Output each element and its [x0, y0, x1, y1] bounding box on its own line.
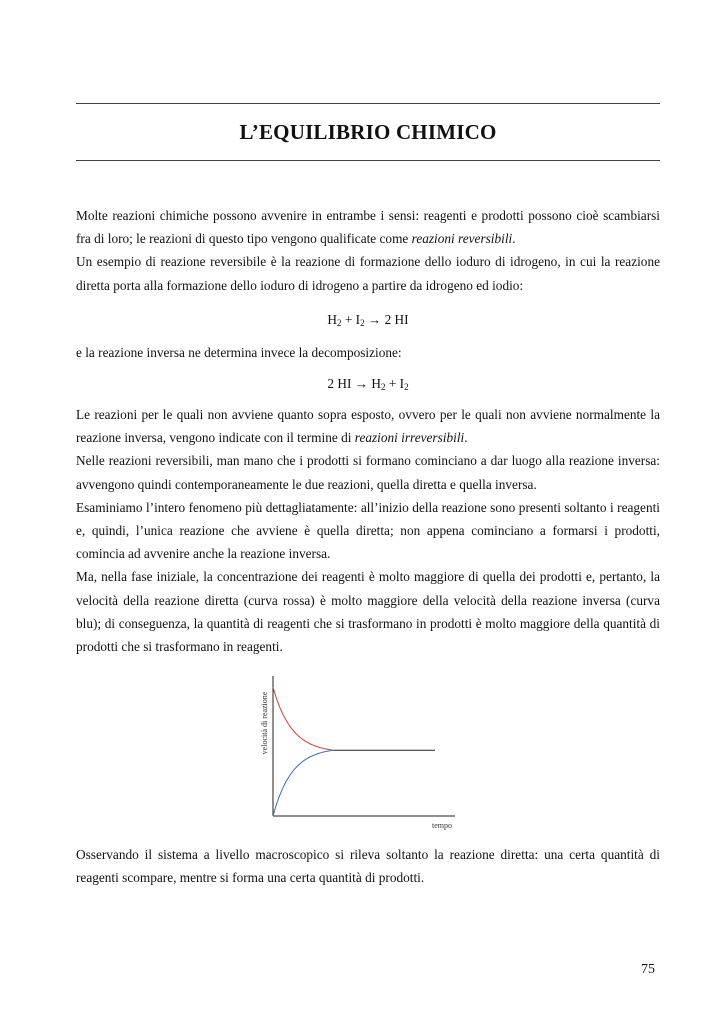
page-title: L’EQUILIBRIO CHIMICO	[239, 120, 497, 144]
arrow-icon: →	[364, 312, 385, 327]
term-irreversible: reazioni irreversibili	[354, 430, 465, 446]
x-axis-label: tempo	[432, 821, 452, 830]
y-axis-label: velocità di reazione	[260, 691, 269, 755]
page-number: 75	[641, 962, 655, 977]
reverse-reaction-curve	[273, 750, 333, 816]
title-underline	[76, 160, 660, 161]
body-text-middle	[76, 403, 660, 658]
paragraph-4: Le reazioni per le quali non avviene quanto sopra esposto, ovvero per le quali non avviene normalmente la reazione inversa, vengono indicate con il termine di reazioni irreversibili.	[76, 407, 660, 446]
body-text-top	[76, 204, 660, 297]
equation-decomposition: 2 HI → $H_2 + I_2$	[327, 376, 409, 392]
paragraph-8: Osservando il sistema a livello macroscopico si rileva soltanto la reazione diretta: una certa quantità di reagenti scompare, mentre si forma una certa quantità di prodotti.	[76, 847, 660, 886]
paragraph-2: Un esempio di reazione reversibile è la reazione di formazione dello ioduro di idrogeno, in cui la reazione diretta porta alla formazione dello ioduro di idrogeno a partire da idrogeno ed iodio:	[76, 254, 660, 293]
arrow-icon: →	[351, 376, 372, 391]
equation-formation: $H_2 + I_2 \to 2$ HI	[327, 312, 409, 328]
reaction-rate-chart	[255, 668, 470, 833]
paragraph-1: Molte reazioni chimiche possono avvenire in entrambe i sensi: reagenti e prodotti possono cioè scambiarsi fra di loro; le reazioni di questo tipo vengono qualificate come reazioni reversibili.	[76, 208, 660, 247]
paragraph-3: e la reazione inversa ne determina invece la decomposizione:	[76, 345, 402, 360]
forward-reaction-curve	[273, 687, 333, 750]
term-reversible: reazioni reversibili	[411, 231, 513, 247]
paragraph-6: Esaminiamo l’intero fenomeno più dettagliatamente: all’inizio della reazione sono presenti soltanto i reagenti e, quindi, l’unica reazione che avviene è quella diretta; non appena cominciano a formarsi i prodotti, comincia ad avvenire anche la reazione inversa.	[76, 499, 660, 562]
top-rule	[76, 103, 660, 104]
paragraph-7: Ma, nella fase iniziale, la concentrazione dei reagenti è molto maggiore di quella dei prodotti e, pertanto, la velocità della reazione diretta (curva rossa) è molto maggiore della velocità della reazione inversa (curva blu); di conseguenza, la quantità di reagenti che si trasformano in prodotti è molto maggiore della quantità di prodotti che si trasformano in reagenti.	[76, 569, 660, 655]
paragraph-5: Nelle reazioni reversibili, man mano che i prodotti si formano cominciano a dar luogo alla reazione inversa: avvengono quindi contemporaneamente le due reazioni, quella diretta e quella inversa.	[76, 453, 660, 492]
